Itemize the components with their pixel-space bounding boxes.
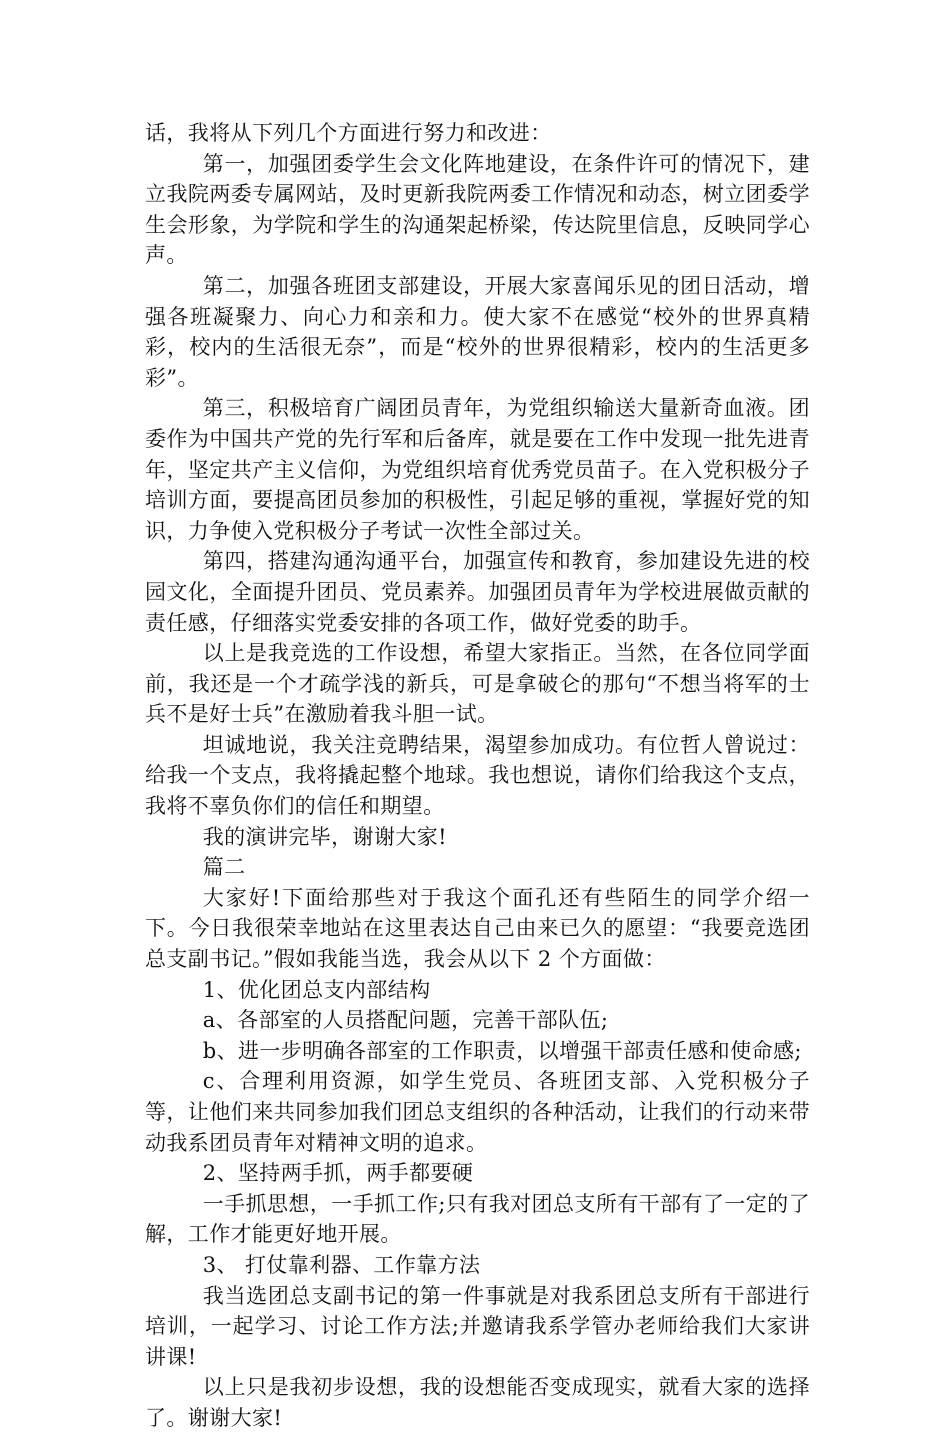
paragraph-intro: 大家好!下面给那些对于我这个面孔还有些陌生的同学介绍一下。今日我很荣幸地站在这里表达自己由来已久的愿望：“我要竞选团总支副书记。”假如我能当选，我会从以下 2 个方面做： (145, 885, 810, 972)
paragraph-closing: 我的演讲完毕，谢谢大家! (202, 824, 447, 849)
paragraph-point-four: 第四，搭建沟通沟通平台，加强宣传和教育，参加建设先进的校园文化，全面提升团员、党员素养。加强团员青年为学校进展做贡献的责任感，仔细落实党委安排的各项工作，做好党委的助手。 (145, 549, 810, 635)
section-heading: 篇二 (202, 855, 246, 880)
paragraph-point-two: 第二，加强各班团支部建设，开展大家喜闻乐见的团日活动，增强各班凝聚力、向心力和亲和力。使大家不在感觉“校外的世界真精彩，校内的生活很无奈”，而是“校外的世界很精彩，校内的生活更多彩”。 (145, 273, 810, 390)
paragraph-point-three: 第三，积极培育广阔团员青年，为党组织输送大量新奇血液。团委作为中国共产党的先行军和后备库，就是要在工作中发现一批先进青年，坚定共产主义信仰，为党组织培育优秀党员苗子。在入党积极分子培训方面，要提高团员参加的积极性，引起足够的重视，掌握好党的知识，力争使入党积极分子考试一次性全部过关。 (145, 396, 810, 543)
list-item-b: b、进一步明确各部室的工作职责，以增强干部责任感和使命感; (202, 1038, 802, 1063)
list-item-a: a、各部室的人员搭配问题，完善干部队伍; (202, 1008, 609, 1033)
paragraph-continuation: 话，我将从下列几个方面进行努力和改进： (145, 121, 552, 145)
paragraph-both-hands: 一手抓思想，一手抓工作;只有我对团总支所有干部有了一定的了解，工作才能更好地开展。 (145, 1191, 810, 1247)
list-heading-2: 2、坚持两手抓，两手都要硬 (202, 1161, 474, 1186)
paragraph-point-one: 第一，加强团委学生会文化阵地建设，在条件许可的情况下，建立我院两委专属网站，及时更新我院两委工作情况和动态，树立团委学生会形象，为学院和学生的沟通架起桥梁，传达院里信息，反映同学心声。 (145, 151, 810, 268)
document-body (145, 118, 810, 1434)
list-heading-1: 1、优化团总支内部结构 (202, 977, 431, 1002)
paragraph-sincere: 坦诚地说，我关注竞聘结果，渴望参加成功。有位哲人曾说过：给我一个支点，我将撬起整个地球。我也想说，请你们给我这个支点，我将不辜负你们的信任和期望。 (145, 732, 810, 819)
paragraph-summary: 以上是我竞选的工作设想，希望大家指正。当然，在各位同学面前，我还是一个才疏学浅的新兵，可是拿破仑的那句“不想当将军的士兵不是好士兵”在激励着我斗胆一试。 (145, 641, 810, 727)
list-item-c: c、合理利用资源，如学生党员、各班团支部、入党积极分子等，让他们来共同参加我们团总支组织的各种活动，让我们的行动来带动我系团员青年对精神文明的追求。 (145, 1069, 810, 1155)
paragraph-final: 以上只是我初步设想，我的设想能否变成现实，就看大家的选择了。谢谢大家! (145, 1375, 810, 1430)
paragraph-training: 我当选团总支副书记的第一件事就是对我系团总支所有干部进行培训，一起学习、讨论工作方法;并邀请我系学管办老师给我们大家讲讲课! (145, 1283, 810, 1369)
list-heading-3: 3、 打仗靠利器、工作靠方法 (202, 1252, 481, 1277)
